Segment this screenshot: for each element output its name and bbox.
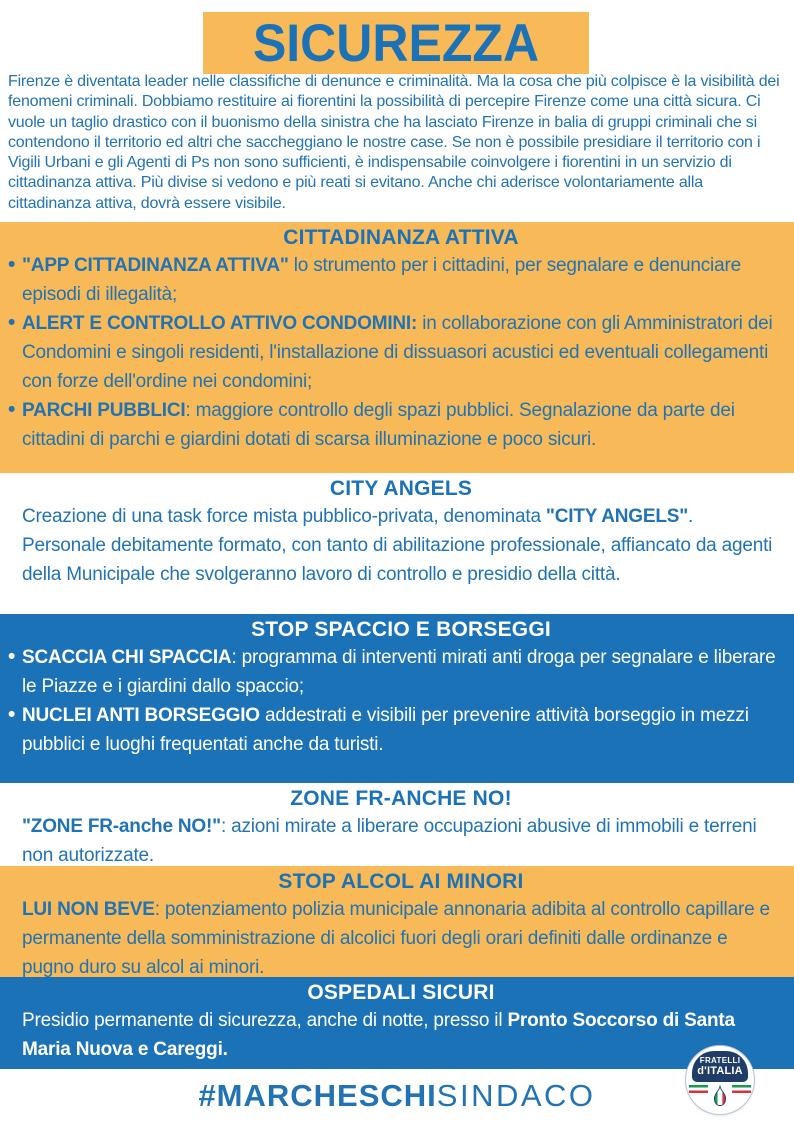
bullet-lead: NUCLEI ANTI BORSEGGIO xyxy=(22,705,260,726)
footer-hashtag-bar xyxy=(0,1069,794,1123)
paragraph-bold: LUI NON BEVE xyxy=(22,899,155,920)
logo-text-line1: FRATELLI xyxy=(699,1055,741,1065)
paragraph-bold: "CITY ANGELS" xyxy=(545,506,689,527)
bullet-text: lo strumento per i cittadini, per segnalare e denunciare episodi di illegalità; xyxy=(22,255,741,305)
paragraph-text: : potenziamento polizia municipale annonaria adibita al controllo capillare e permanente della somministrazione di alcolici fuori degli orari definiti dalle ordinanze e pugno duro su alcol ai minori. xyxy=(22,899,770,977)
section-stop-alcol-minori xyxy=(0,866,794,977)
section-title-stop-alcol: STOP ALCOL AI MINORI xyxy=(278,870,524,893)
paragraph-text: Creazione di una task force mista pubblico-privata, denominata xyxy=(22,506,546,527)
page-title: SICUREZZA xyxy=(252,13,540,73)
bullet-alert-condomini xyxy=(22,309,780,396)
section-zone-franche-no xyxy=(0,783,794,866)
bullet-scaccia-chi-spaccia xyxy=(22,643,780,701)
paragraph-text: : azioni mirate a liberare occupazioni abusive di immobili e terreni non autorizzate. xyxy=(22,816,757,866)
city-angels-paragraph xyxy=(22,502,780,589)
section-title-cittadinanza: CITTADINANZA ATTIVA xyxy=(283,226,519,249)
paragraph-text: . Personale debitamente formato, con tanto di abilitazione professionale, affiancato da agenti della Municipale che svolgeranno lavoro di controllo e presidio della città. xyxy=(22,506,773,585)
title-banner xyxy=(203,12,589,74)
section-title-stop-spaccio: STOP SPACCIO E BORSEGGI xyxy=(251,618,551,641)
bullet-text: in collaborazione con gli Amministratori dei Condomini e singoli residenti, l'installazione di dissuasori acustici ed eventuali collegamenti con forze dell'ordine nei condomini; xyxy=(22,313,773,392)
bullet-app-cittadinanza xyxy=(22,251,780,309)
section-title-ospedali: OSPEDALI SICURI xyxy=(307,981,495,1004)
bullet-parchi-pubblici xyxy=(22,396,780,454)
bullet-lead: "APP CITTADINANZA ATTIVA" xyxy=(22,255,289,276)
alcol-paragraph xyxy=(22,895,780,977)
fratelli-ditalia-logo xyxy=(686,1046,754,1114)
bullet-lead: SCACCIA CHI SPACCIA xyxy=(22,647,232,668)
spaccio-bullet-list xyxy=(22,643,780,759)
section-city-angels xyxy=(0,473,794,614)
bullet-text: addestrati e visibili per prevenire attività borseggio in mezzi pubblici e luoghi frequentati anche da turisti. xyxy=(22,705,749,755)
section-stop-spaccio-borseggi xyxy=(0,614,794,783)
bullet-text: : programma di interventi mirati anti droga per segnalare e liberare le Piazze e i giardini dallo spaccio; xyxy=(22,647,776,697)
hashtag-sindaco: SINDACO xyxy=(436,1078,596,1113)
bullet-nuclei-anti-borseggio xyxy=(22,701,780,759)
ospedali-paragraph xyxy=(22,1006,780,1064)
section-title-zone: ZONE FR-ANCHE NO! xyxy=(290,787,512,810)
paragraph-bold: Pronto Soccorso di Santa Maria Nuova e Careggi. xyxy=(22,1010,735,1060)
cittadinanza-bullet-list xyxy=(22,251,780,454)
logo-text-line2: d'ITALIA xyxy=(697,1064,743,1077)
section-ospedali-sicuri xyxy=(0,977,794,1069)
section-cittadinanza-attiva xyxy=(0,222,794,473)
paragraph-text: Presidio permanente di sicurezza, anche di notte, presso il xyxy=(22,1010,508,1031)
hashtag-marcheschi: #MARCHESCHI xyxy=(198,1078,437,1113)
tricolor-flame-icon xyxy=(710,1082,730,1109)
zone-paragraph xyxy=(22,812,780,866)
section-title-city-angels: CITY ANGELS xyxy=(329,477,473,500)
paragraph-bold: "ZONE FR-anche NO!" xyxy=(22,816,221,837)
intro-paragraph: Firenze è diventata leader nelle classifiche di denunce e criminalità. Ma la cosa che più colpisce è la visibilità dei fenomeni criminali. Dobbiamo restituire ai fiorentini la possibilità di percepire Firenze come una città sicura. Ci vuole un taglio drastico con il buonismo della sinistra che ha lasciato Firenze in balia di gruppi criminali che si contendono il territorio ed altri che saccheggiano le nostre case. Se non è possibile presidiare il territorio con i Vigili Urbani e gli Agenti di Ps non sono sufficienti, è indispensabile coinvolgere i fiorentini in un servizio di cittadinanza attiva. Più divise si vedono e più reati si evitano. Anche chi aderisce volontariamente alla cittadinanza attiva, dovrà essere visibile. xyxy=(8,73,780,212)
bullet-text: : maggiore controllo degli spazi pubblici. Segnalazione da parte dei cittadini di parchi e giardini dotati di scarsa illuminazione e poco sicuri. xyxy=(22,400,735,450)
bullet-lead: ALERT E CONTROLLO ATTIVO CONDOMINI: xyxy=(22,313,418,334)
bullet-lead: PARCHI PUBBLICI xyxy=(22,400,186,421)
logo-navy-badge xyxy=(692,1051,748,1082)
